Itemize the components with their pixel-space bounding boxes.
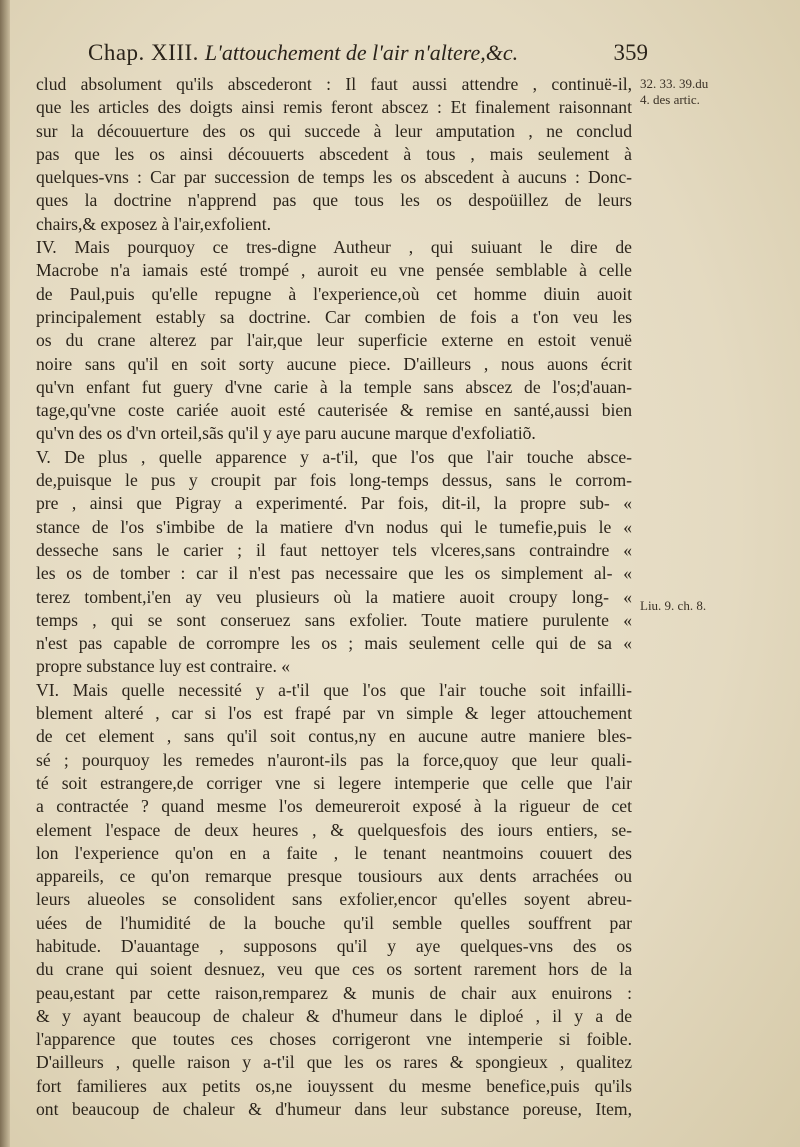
text-line: terez tombent,i'en ay veu plusieurs où la matiere auoit croupy long- «: [36, 586, 632, 607]
text-line: chairs,& exposez à l'air,exfolient.: [36, 213, 271, 234]
running-header: [88, 40, 648, 66]
margin-note: Liu. 9. ch. 8.: [640, 598, 707, 613]
running-title: L'attouchement de l'air n'altere,&c.: [204, 40, 519, 65]
text-line: Macrobe n'a iamais esté trompé , auroit eu vne pensée semblable à celle: [36, 260, 632, 281]
text-line: qu'vn enfant fut guery d'vne carie à la temple sans abscez de l'os;d'auan-: [36, 376, 632, 397]
text-line: stance de l'os s'imbibe de la matiere d'vn nodus qui le tumefie,puis le «: [36, 516, 632, 537]
text-line: IV. Mais pourquoy ce tres-digne Autheur , qui suiuant le dire de: [36, 237, 632, 258]
page-number: 359: [613, 40, 648, 65]
text-line: & y ayant beaucoup de chaleur & d'humeur dans le diploé , il y a de: [36, 1005, 632, 1026]
text-line: sé ; pourquoy les remedes n'auront-ils pas la force,quoy que leur quali-: [36, 749, 632, 770]
text-line: element l'espace de deux heures , & quelquesfois des iours entiers, se-: [36, 819, 632, 840]
text-line: qu'vn des os d'vn orteil,sãs qu'il y aye paru aucune marque d'exfoliatiõ.: [36, 423, 536, 444]
text-line: noire sans qu'il en soit sorty aucune piece. D'ailleurs , nous auons écrit: [36, 353, 632, 374]
text-line: principalement estably sa doctrine. Car combien de fois a t'on veu les: [36, 306, 632, 327]
body-text: [36, 73, 632, 1121]
text-line: temps , qui se sont conseruez sans exfolier. Toute matiere purulente «: [36, 609, 632, 630]
text-line: VI. Mais quelle necessité y a-t'il que l'os que l'air touche soit infailli-: [36, 679, 632, 700]
text-line: blement alteré , car si l'os est frapé par vn simple & leger attouchement: [36, 703, 632, 724]
text-line: fort familieres aux petits os,ne iouyssent du mesme benefice,puis qu'ils: [36, 1075, 632, 1096]
text-line: les os de tomber : car il n'est pas necessaire que les os simplement al- «: [36, 563, 632, 584]
binding-gutter: [0, 0, 10, 1147]
text-line: de cet element , sans qu'il soit contus,ny en aucune autre maniere bles-: [36, 726, 632, 747]
text-line: pre , ainsi que Pigray a experimenté. Par fois, dit-il, la propre sub- «: [36, 493, 632, 514]
text-line: ont beaucoup de chaleur & d'humeur dans leur substance poreuse, Item,: [36, 1099, 632, 1120]
margin-note: 32. 33. 39.du: [640, 76, 709, 91]
text-line: de,puisque le pus y croupit par fois long-temps dessus, sans le corrom-: [36, 470, 632, 491]
text-line: lon l'experience qu'on en a faite , le tenant neantmoins couuert des: [36, 842, 632, 863]
text-line: uées de l'humidité de la bouche qu'il semble quelles souffrent par: [36, 912, 632, 933]
text-line: peau,estant par cette raison,remparez & munis de chair aux enuirons :: [36, 982, 632, 1003]
text-line: quelques-vns : Car par succession de temps les os abscedent à aucuns : Donc-: [36, 167, 632, 188]
text-line: té soit estrangere,de corriger vne si legere intemperie que celle que l'air: [36, 772, 632, 793]
margin-note: 4. des artic.: [640, 92, 700, 107]
text-line: D'ailleurs , quelle raison y a-t'il que les os rares & spongieux , qualitez: [36, 1052, 632, 1073]
text-line: que les articles des doigts ainsi remis feront abscez : Et finalement raisonnant: [36, 97, 632, 118]
text-line: pas que les os ainsi découuerts abscedent à tous , mais seulement à: [36, 143, 632, 164]
text-line: clud absolument qu'ils abscederont : Il faut aussi attendre , continuë-il,: [36, 74, 632, 94]
text-line: leurs alueoles se consolident sans exfolier,encor qu'elles soyent abreu-: [36, 889, 632, 910]
text-line: tage,qu'vne coste cariée auoit esté cauterisée & remise en santé,aussi bien: [36, 400, 632, 421]
text-line: n'est pas capable de corrompre les os ; mais seulement celle qui de sa «: [36, 633, 632, 654]
text-line: de Paul,puis qu'elle repugne à l'experience,où cet homme diuin auoit: [36, 283, 632, 304]
text-line: V. De plus , quelle apparence y a-t'il, que l'os que l'air touche absce-: [36, 446, 632, 467]
text-line: os du crane alterez par l'air,que leur superficie externe en estoit venuë: [36, 330, 632, 351]
text-line: desseche sans le carier ; il faut nettoyer tels vlceres,sans contraindre «: [36, 539, 632, 560]
text-line: sur la découuerture des os qui succede à leur amputation , ne conclud: [36, 120, 632, 141]
text-line: habitude. D'auantage , supposons qu'il y aye quelques-vns des os: [36, 935, 632, 956]
text-line: l'apparence que toutes ces choses corrigeront vne intemperie si foible.: [36, 1029, 632, 1050]
text-line: a contractée ? quand mesme l'os demeureroit exposé à la rigueur de cet: [36, 796, 632, 817]
text-line: ques la doctrine n'apprend pas que tous les os despoüillez de leurs: [36, 190, 632, 211]
text-line: appareils, ce qu'on remarque presque tousiours aux dents arrachées ou: [36, 866, 632, 887]
text-line: propre substance luy est contraire. «: [36, 656, 291, 677]
text-line: du crane qui soient desnuez, veu que ces os sortent rarement hors de la: [36, 959, 632, 980]
chapter-number: Chap. XIII.: [88, 40, 199, 65]
